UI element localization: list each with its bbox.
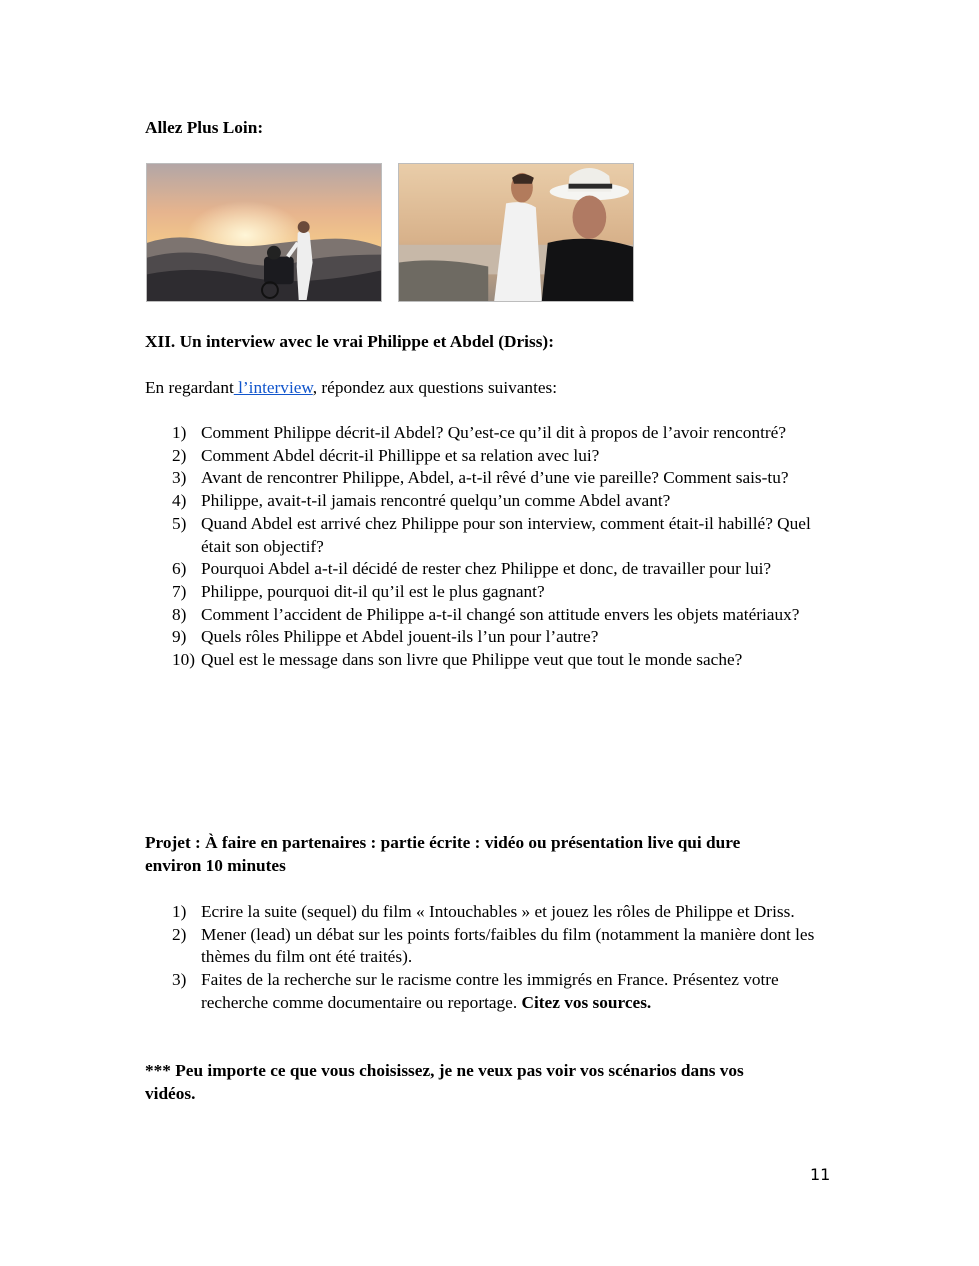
list-item <box>145 901 835 924</box>
project-note-line1: *** Peu importe ce que vous choisissez, je ne veux pas voir vos scénarios dans vos <box>145 1061 744 1080</box>
list-text: Faites de la recherche sur le racisme contre les immigrés en France. Présentez votre recherche comme documentaire ou reportage. <box>201 970 779 1012</box>
list-item <box>145 969 835 1014</box>
interview-intro <box>145 377 825 400</box>
list-item <box>145 626 835 649</box>
list-text: Pourquoi Abdel a-t-il décidé de rester chez Philippe et donc, de travailler pour lui? <box>201 559 772 579</box>
list-text: Comment Abdel décrit-il Phillippe et sa relation avec lui? <box>201 445 600 465</box>
list-item <box>145 649 835 672</box>
list-number: 1) <box>172 902 187 921</box>
list-item <box>145 445 835 468</box>
project-note <box>145 1060 825 1105</box>
intro-text-after: , répondez aux questions suivantes: <box>312 378 558 397</box>
film-still-sunset-wheelchair <box>146 163 382 302</box>
project-note-line2: vidéos. <box>145 1083 196 1103</box>
list-item <box>145 513 835 558</box>
list-text: Quels rôles Philippe et Abdel jouent-ils l’un pour l’autre? <box>201 627 599 647</box>
list-number: 1) <box>172 423 187 442</box>
list-number: 3) <box>172 970 187 990</box>
list-number: 6) <box>172 559 187 579</box>
list-text: Philippe, pourquoi dit-il qu’il est le plus gagnant? <box>201 581 545 601</box>
interview-questions-list <box>145 422 835 672</box>
project-options-list <box>145 901 835 1015</box>
list-item <box>145 924 835 969</box>
film-still-two-men <box>398 163 634 302</box>
list-text: Philippe, avait-t-il jamais rencontré quelqu’un comme Abdel avant? <box>201 491 671 511</box>
list-number: 5) <box>172 513 187 533</box>
list-number: 2) <box>172 445 187 465</box>
list-item <box>145 604 835 627</box>
list-number: 4) <box>172 491 187 511</box>
list-text: Quel est le message dans son livre que Philippe veut que tout le monde sache? <box>201 650 743 670</box>
list-text: Avant de rencontrer Philippe, Abdel, a-t-il rêvé d’une vie pareille? Comment sais-tu? <box>201 468 789 488</box>
project-heading-line1: Projet : À faire en partenaires : partie écrite : vidéo ou présentation live qui dure <box>145 833 741 852</box>
interview-link[interactable]: l’interview <box>233 378 313 397</box>
section-title: Allez Plus Loin: <box>145 118 264 137</box>
interview-heading: XII. Un interview avec le vrai Philippe et Abdel (Driss): <box>145 332 554 351</box>
list-text: Comment l’accident de Philippe a-t-il changé son attitude envers les objets matériaux? <box>201 604 800 624</box>
list-number: 3) <box>172 468 187 488</box>
list-number: 2) <box>172 924 187 944</box>
list-number: 7) <box>172 581 187 601</box>
list-item <box>145 490 835 513</box>
list-text: Mener (lead) un débat sur les points forts/faibles du film (notamment la manière dont les thèmes du film ont été traités). <box>201 924 815 967</box>
cite-sources-emphasis: Citez vos sources. <box>521 992 652 1012</box>
list-text: Quand Abdel est arrivé chez Philippe pour son interview, comment était-il habillé? Quel était son objectif? <box>201 513 811 556</box>
list-number: 9) <box>172 627 187 647</box>
list-item <box>145 558 835 581</box>
page-number: 11 <box>810 1165 831 1184</box>
list-item <box>145 581 835 604</box>
project-heading <box>145 832 825 877</box>
list-item <box>145 422 835 445</box>
list-text: Ecrire la suite (sequel) du film « Intouchables » et jouez les rôles de Philippe et Driss. <box>201 902 795 921</box>
project-heading-line2: environ 10 minutes <box>145 855 286 875</box>
list-number: 10) <box>172 650 196 670</box>
list-number: 8) <box>172 604 187 624</box>
intro-text-before: En regardant <box>145 378 234 397</box>
list-text: Comment Philippe décrit-il Abdel? Qu’est-ce qu’il dit à propos de l’avoir rencontré? <box>201 423 786 442</box>
list-item <box>145 467 835 490</box>
